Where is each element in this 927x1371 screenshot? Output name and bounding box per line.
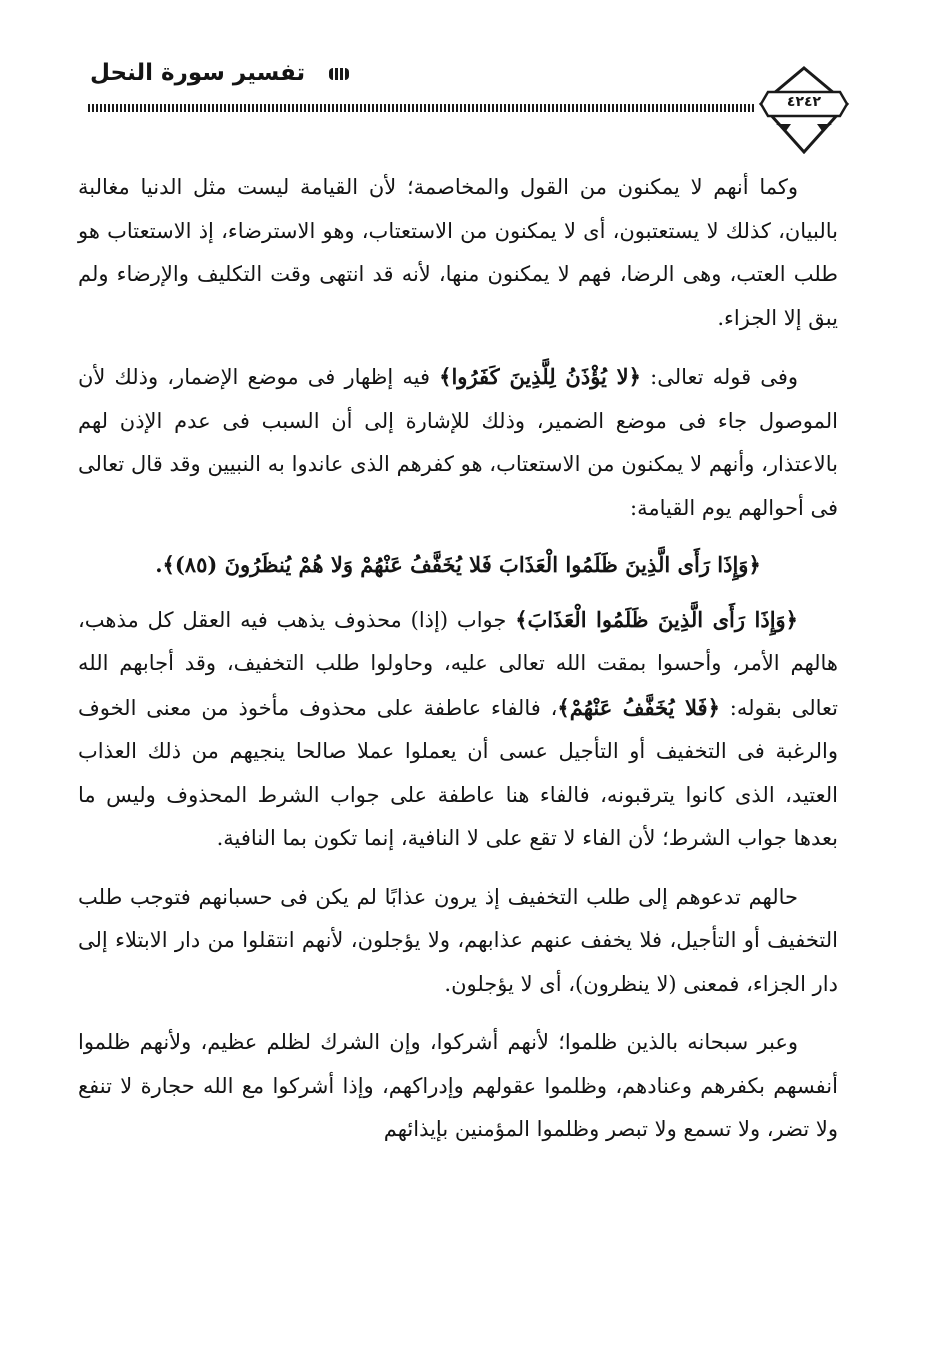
paragraph-1: وكما أنهم لا يمكنون من القول والمخاصمة؛ لأن القيامة ليست مثل الدنيا مغالبة بالبيان، كذلك لا يستعتبون، أى لا يمكنون من الاستعتاب، وهو الاسترضاء، إذ الاستعتاب هو طلب العتب، وهى الرضا، فهم لا يمكنون منها، لأنه قد انتهى وقت التكليف والإرضاء ولم يبق إلا الجزاء. (78, 175, 838, 330)
quran-quote-3: ﴿فَلا يُخَفَّفُ عَنْهُمْ﴾ (557, 694, 720, 720)
paragraph-3 (78, 598, 838, 861)
paragraph-2-intro: وفى قوله تعالى: (650, 365, 798, 389)
quran-quote-2: ﴿وَإِذَا رَأَى الَّذِينَ ظَلَمُوا الْعَذَابَ﴾ (515, 606, 798, 632)
quran-quote-1: ﴿لا يُؤْذَنُ لِلَّذِينَ كَفَرُوا﴾ (439, 364, 641, 389)
page-bottom-margin (0, 1361, 927, 1371)
ornament-icon (328, 65, 350, 83)
running-title: تفسير سورة النحل (90, 60, 306, 86)
paragraph-2 (78, 355, 838, 530)
body-text (78, 166, 838, 1167)
quran-verse-85: ﴿وَإِذَا رَأَى الَّذِينَ ظَلَمُوا الْعَذَابَ فَلا يُخَفَّفُ عَنْهُمْ وَلا هُمْ يُنظَرُونَ (٨٥)﴾. (155, 552, 761, 577)
page-number: ٤٢٤٢ (786, 94, 822, 110)
paragraph-4: حالهم تدعوهم إلى طلب التخفيف إذ يرون عذابًا لم يكن فى حسبانهم فتوجب طلب التخفيف أو التأجيل، فلا يخفف عنهم عذابهم، ولا يؤجلون، لأنهم انتقلوا من دار الابتلاء إلى دار الجزاء، فمعنى (لا ينظرون)، أى لا يؤجلون. (78, 884, 838, 996)
page-header (0, 0, 927, 160)
paragraph-2-body: فيه إظهار فى موضع الإضمار، وذلك لأن الموصول جاء فى موضع الضمير، وذلك للإشارة إلى أن السبب فى عدم الإذن لهم بالاعتذار، وأنهم لا يمكنون من الاستعتاب، هو كفرهم الذى عاندوا به النبيين وقد قال تعالى فى أحوالهم يوم القيامة: (78, 365, 838, 520)
paragraph-3-tail: ، فالفاء عاطفة على محذوف مأخوذ من معنى الخوف والرغبة فى التخفيف أو التأجيل عسى أن يعملوا عملا صالحا ينجيهم من ذلك العذاب العتيد، الذى كانوا يترقبونه، فالفاء هنا عاطفة على جواب الشرط المحذوف وليس ما بعدها جواب الشرط؛ لأن الفاء لا تقع على لا النافية، إنما تكون بما النافية. (78, 695, 838, 850)
header-divider (88, 104, 756, 112)
paragraph-5: وعبر سبحانه بالذين ظلموا؛ لأنهم أشركوا، وإن الشرك لظلم عظيم، ولأنهم ظلموا أنفسهم بكفرهم وعنادهم، وظلموا عقولهم وإدراكهم، وإذا أشركوا مع الله حجارة لا تنفع ولا تضر، ولا تسمع ولا تبصر وظلموا المؤمنين بإيذائهم (78, 1030, 838, 1141)
paragraph-3-body: جواب (إذا) محذوف يذهب فيه العقل كل مذهب، هالهم الأمر، وأحسوا بمقت الله تعالى عليه، وحاولوا طلب التخفيف، وقد أجابهم الله تعالى بقوله: (78, 607, 838, 720)
